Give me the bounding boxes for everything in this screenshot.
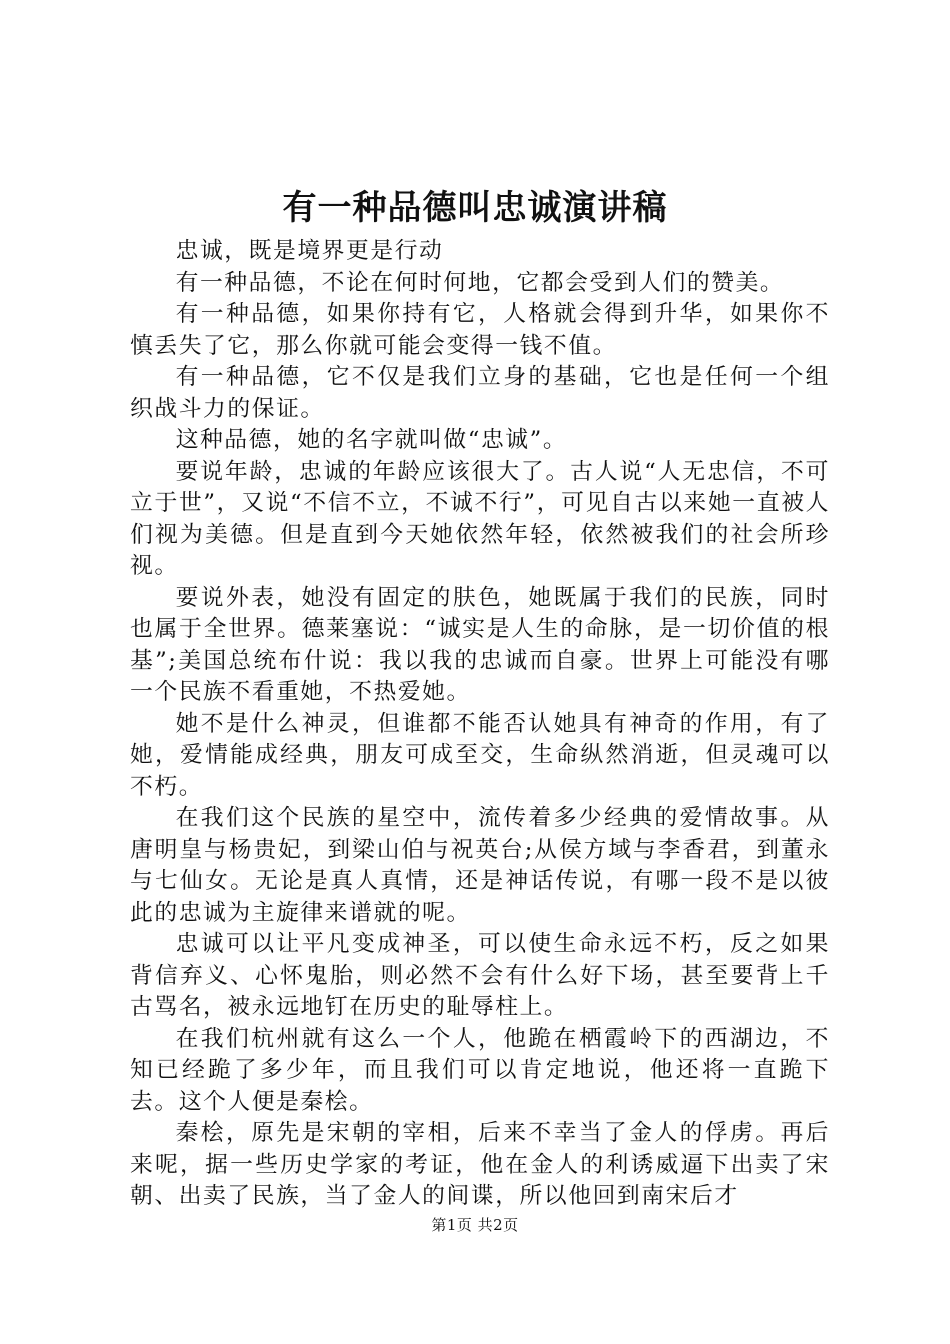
paragraph: 在我们杭州就有这么一个人，他跪在栖霞岭下的西湖边，不知已经跪了多少年，而且我们可以肯定地说，他还将一直跪下去。这个人便是秦桧。	[130, 1025, 830, 1115]
paragraph: 忠诚，既是境界更是行动	[175, 238, 444, 264]
paragraph: 要说年龄，忠诚的年龄应该很大了。古人说“人无忠信，不可立于世”，又说“不信不立，不诚不行”，可见自古以来她一直被人们视为美德。但是直到今天她依然年轻，依然被我们的社会所珍视。	[130, 458, 830, 579]
paragraph: 要说外表，她没有固定的肤色，她既属于我们的民族，同时也属于全世界。德莱塞说：“诚实是人生的命脉，是一切价值的根基”;美国总统布什说：我以我的忠诚而自豪。世界上可能没有哪一个民族不看重她，不热爱她。	[130, 584, 830, 705]
paragraph: 有一种品德，如果你持有它，人格就会得到升华，如果你不慎丢失了它，那么你就可能会变得一钱不值。	[130, 301, 830, 359]
paragraph: 有一种品德，不论在何时何地，它都会受到人们的赞美。	[175, 269, 785, 296]
paragraph: 秦桧，原先是宋朝的宰相，后来不幸当了金人的俘虏。再后来呢，据一些历史学家的考证，他在金人的利诱威逼下出卖了宋朝、出卖了民族，当了金人的间谍，所以他回到南宋后才	[130, 1120, 830, 1209]
page-footer: 第1页 共2页	[431, 1216, 519, 1234]
paragraph: 忠诚可以让平凡变成神圣，可以使生命永远不朽，反之如果背信弃义、心怀鬼胎，则必然不会有什么好下场，甚至要背上千古骂名，被永远地钉在历史的耻辱柱上。	[130, 931, 830, 1020]
paragraph: 在我们这个民族的星空中，流传着多少经典的爱情故事。从唐明皇与杨贵妃，到梁山伯与祝英台;从侯方域与李香君，到董永与七仙女。无论是真人真情，还是神话传说，有哪一段不是以彼此的忠诚为主旋律来谱就的呢。	[130, 805, 830, 926]
paragraph: 这种品德，她的名字就叫做“忠诚”。	[175, 427, 568, 453]
paragraph: 有一种品德，它不仅是我们立身的基础，它也是任何一个组织战斗力的保证。	[130, 364, 830, 422]
document-title: 有一种品德叫忠诚演讲稿	[282, 188, 668, 228]
document-body	[130, 236, 830, 1213]
paragraph: 她不是什么神灵，但谁都不能否认她具有神奇的作用，有了她，爱情能成经典，朋友可成至交，生命纵然消逝，但灵魂可以不朽。	[130, 710, 830, 800]
